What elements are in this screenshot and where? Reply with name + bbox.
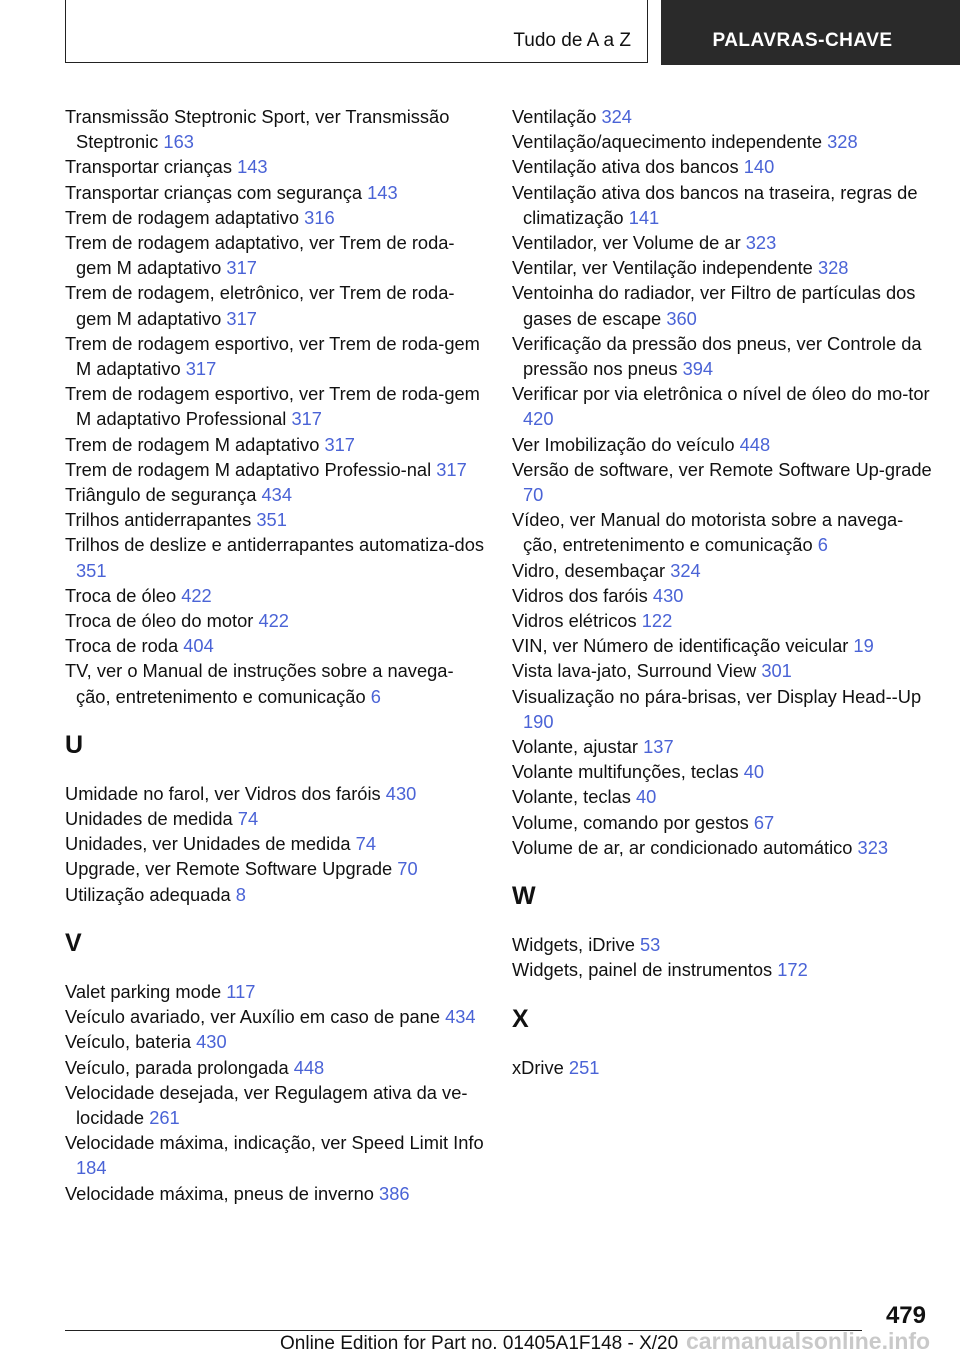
page-reference-link[interactable]: 328 [827, 131, 858, 153]
index-entry [65, 205, 485, 230]
index-entry-term: Vidros dos faróis [512, 584, 648, 606]
index-entry-term: Ventilação [512, 106, 597, 127]
page-reference-link[interactable]: 360 [666, 307, 697, 329]
index-entry-term: Trem de rodagem M adaptativo [65, 433, 320, 455]
page-reference-link[interactable]: 301 [761, 660, 792, 682]
chapter-tab-label: PALAVRAS-CHAVE [712, 30, 893, 51]
index-column-left [65, 104, 485, 1206]
index-entry-term: Trilhos antiderrapantes [65, 509, 252, 531]
index-entry-term: Valet parking mode [65, 980, 222, 1002]
index-entry-term: Ventilação ativa dos bancos [512, 156, 739, 178]
page-number: 479 [885, 1302, 926, 1329]
index-entry [512, 658, 932, 683]
index-entry [512, 957, 932, 982]
index-entry-term: Trilhos de deslize e antiderrapantes automatiza‐dos [65, 534, 485, 556]
index-entry [65, 432, 485, 457]
header-section-box [65, 0, 648, 63]
index-entry [512, 230, 932, 255]
index-entry-term: Widgets, painel de instrumentos [512, 959, 773, 981]
page-reference-link[interactable]: 74 [237, 808, 259, 830]
index-entry-term: Ventilador, ver Volume de ar [512, 232, 741, 254]
page-reference-link[interactable]: 122 [641, 610, 673, 632]
index-entry-term: Transportar crianças com segurança [65, 181, 363, 203]
page-reference-link[interactable]: 420 [523, 408, 554, 430]
page-reference-link[interactable]: 323 [857, 836, 889, 858]
index-entry [512, 507, 932, 557]
page-reference-link[interactable]: 434 [445, 1006, 476, 1028]
index-entry [65, 856, 485, 881]
page-reference-link[interactable]: 430 [385, 782, 417, 804]
index-entry [512, 583, 932, 608]
index-entry-term: Velocidade máxima, indicação, ver Speed Limit Info [65, 1132, 484, 1154]
page-reference-link[interactable]: 351 [256, 509, 287, 531]
index-entry-term: Trem de rodagem M adaptativo Professio‐nal [65, 458, 432, 480]
page-reference-link[interactable]: 430 [196, 1031, 227, 1053]
page-reference-link[interactable]: 143 [237, 156, 268, 178]
page-reference-link[interactable]: 6 [370, 685, 381, 707]
index-entry [65, 154, 485, 179]
index-entry [512, 331, 932, 381]
page-reference-link[interactable]: 448 [739, 433, 771, 455]
index-entry-term: Trem de rodagem adaptativo [65, 206, 300, 228]
index-entry-term: Vidros elétricos [512, 610, 637, 632]
index-entry-term: Upgrade, ver Remote Software Upgrade [65, 858, 393, 880]
index-entry [65, 1130, 485, 1180]
index-entry [512, 280, 932, 330]
index-letter-heading: W [512, 882, 536, 911]
index-letter-heading: X [512, 1004, 529, 1033]
page-reference-link[interactable]: 190 [523, 710, 554, 732]
page-reference-link[interactable]: 317 [226, 257, 257, 279]
index-entry-term: Verificação da pressão dos pneus, ver Controle da pressão nos pneus [512, 332, 922, 380]
index-entry-term: Velocidade desejada, ver Regulagem ativa da ve‐locidade [65, 1081, 468, 1128]
index-entry [65, 1004, 485, 1029]
page-reference-link[interactable]: 53 [640, 934, 661, 956]
index-entry [512, 608, 932, 633]
index-entry [512, 784, 932, 809]
index-entry [65, 457, 485, 482]
page-reference-link[interactable]: 137 [643, 736, 674, 758]
index-entry [65, 979, 485, 1004]
index-entry-term: Trem de rodagem adaptativo, ver Trem de roda‐gem M adaptativo [65, 232, 455, 279]
index-entry-term: Troca de óleo [65, 584, 177, 606]
index-entry [65, 532, 485, 582]
index-letter-heading: U [65, 730, 84, 759]
index-entry-term: Ventilação/aquecimento independente [512, 131, 823, 153]
footer-edition: Online Edition for Part no. 01405A1F148 - X/20 [280, 1333, 679, 1354]
index-entry [65, 381, 485, 431]
index-entry-term: Volante multifunções, teclas [512, 761, 739, 783]
index-entry-term: Triângulo de segurança [65, 484, 257, 506]
index-entry-term: Vídeo, ver Manual do motorista sobre a navega‐ção, entretenimento e comunicação [512, 509, 904, 556]
index-entry [512, 759, 932, 784]
page-reference-link[interactable]: 317 [324, 433, 355, 455]
index-entry-term: Visualização no pára-brisas, ver Display Head‐-Up [512, 685, 922, 707]
index-entry [65, 1055, 485, 1080]
page-reference-link[interactable]: 40 [743, 761, 765, 783]
page-reference-link[interactable]: 386 [379, 1182, 410, 1204]
index-entry-term: Ver Imobilização do veículo [512, 433, 735, 455]
index-entry [512, 104, 932, 129]
index-entry-term: Vidro, desembaçar [512, 559, 666, 581]
index-entry-term: Ventilação ativa dos bancos na traseira, regras de climatização [512, 181, 918, 228]
page-reference-link[interactable]: 67 [753, 811, 775, 833]
index-entry-term: Widgets, iDrive [512, 934, 635, 956]
index-entry-term: Transmissão Steptronic Sport, ver Transmissão Steptronic [65, 106, 450, 153]
index-entry-term: Troca de óleo do motor [65, 610, 254, 632]
page-reference-link[interactable]: 422 [181, 584, 212, 606]
index-entry [512, 633, 932, 658]
index-entry [65, 831, 485, 856]
index-entry-term: Veículo, bateria [65, 1031, 192, 1053]
index-entry-term: Transportar crianças [65, 156, 232, 178]
page-reference-link[interactable]: 448 [293, 1056, 325, 1078]
page-reference-link[interactable]: 117 [226, 980, 256, 1002]
page-reference-link[interactable]: 394 [682, 358, 714, 380]
index-entry-term: Trem de rodagem esportivo, ver Trem de roda‐gem M adaptativo Professional [65, 383, 480, 430]
index-entry [65, 608, 485, 633]
index-entry [512, 129, 932, 154]
index-entry [65, 781, 485, 806]
index-entry-term: Ventilar, ver Ventilação independente [512, 257, 813, 279]
page-reference-link[interactable]: 141 [628, 206, 660, 228]
index-entry-term: Veículo avariado, ver Auxílio em caso de pane [65, 1006, 440, 1028]
index-entry-term: Trem de rodagem, eletrônico, ver Trem de roda‐gem M adaptativo [65, 282, 455, 329]
page-reference-link[interactable]: 74 [355, 833, 377, 855]
page-reference-link[interactable]: 19 [853, 635, 874, 657]
index-entry [65, 882, 485, 907]
index-entry-term: Vista lava-jato, Surround View [512, 660, 757, 682]
index-entry-term: Volante, teclas [512, 786, 631, 808]
page-reference-link[interactable]: 6 [817, 534, 828, 556]
index-entry [65, 280, 485, 330]
index-entry [65, 482, 485, 507]
page-reference-link[interactable]: 261 [149, 1106, 180, 1128]
page-reference-link[interactable]: 140 [743, 156, 775, 178]
page-reference-link[interactable]: 422 [258, 610, 289, 632]
index-entry [512, 835, 932, 860]
index-entry-term: Volume, comando por gestos [512, 811, 749, 833]
index-entry [65, 104, 485, 154]
index-entry-term: Unidades, ver Unidades de medida [65, 833, 351, 855]
index-entry-term: VIN, ver Número de identificação veicular [512, 635, 849, 657]
index-entry-term: Velocidade máxima, pneus de inverno [65, 1182, 374, 1204]
index-entry-term: Troca de roda [65, 635, 179, 657]
page-reference-link[interactable]: 251 [568, 1056, 600, 1078]
index-entry [65, 806, 485, 831]
index-entry [65, 658, 485, 708]
page-reference-link[interactable]: 316 [304, 206, 335, 228]
page-reference-link[interactable]: 70 [397, 858, 418, 880]
page-reference-link[interactable]: 163 [163, 131, 194, 153]
index-entry-term: Verificar por via eletrônica o nível de óleo do mo‐tor [512, 383, 930, 405]
index-entry-term: Unidades de medida [65, 808, 233, 830]
page-reference-link[interactable]: 317 [436, 458, 467, 480]
index-entry [512, 810, 932, 835]
index-entry-term: Utilização adequada [65, 883, 231, 905]
page-reference-link[interactable]: 324 [601, 106, 632, 127]
index-entry [65, 230, 485, 280]
index-entry [512, 255, 932, 280]
index-entry-term: Versão de software, ver Remote Software Up‐grade [512, 458, 932, 480]
page-reference-link[interactable]: 40 [636, 786, 657, 808]
index-entry [65, 1181, 485, 1206]
index-entry [65, 1029, 485, 1054]
page-reference-link[interactable]: 328 [817, 257, 849, 279]
page-reference-link[interactable]: 434 [261, 484, 293, 506]
watermark: carmanualsonline.info [686, 1328, 931, 1354]
index-entry [65, 507, 485, 532]
index-entry [512, 684, 932, 734]
index-entry [512, 734, 932, 759]
index-entry [512, 381, 932, 431]
page-reference-link[interactable]: 172 [777, 959, 808, 981]
page-reference-link[interactable]: 351 [76, 559, 107, 581]
index-entry-term: Volante, ajustar [512, 736, 639, 758]
index-column-right [512, 104, 932, 1080]
page-reference-link[interactable]: 70 [523, 484, 544, 506]
index-entry [512, 1055, 932, 1080]
index-entry [512, 180, 932, 230]
index-entry [512, 932, 932, 957]
index-entry [65, 331, 485, 381]
section-title: Tudo de A a Z [513, 30, 631, 51]
index-letter-heading: V [65, 928, 82, 957]
index-entry-term: Umidade no farol, ver Vidros dos faróis [65, 782, 381, 804]
index-entry [512, 558, 932, 583]
index-entry-term: TV, ver o Manual de instruções sobre a navega‐ção, entretenimento e comunicação [65, 660, 454, 707]
page-reference-link[interactable]: 317 [185, 358, 217, 380]
index-entry [65, 1080, 485, 1130]
page-reference-link[interactable]: 184 [76, 1157, 107, 1179]
page-reference-link[interactable]: 323 [745, 232, 777, 254]
chapter-tab[interactable] [661, 0, 960, 65]
page-reference-link[interactable]: 324 [670, 559, 701, 581]
index-entry [65, 633, 485, 658]
index-entry-term: xDrive [512, 1056, 564, 1078]
index-entry-term: Trem de rodagem esportivo, ver Trem de roda‐gem M adaptativo [65, 332, 480, 380]
index-entry-term: Ventoinha do radiador, ver Filtro de partículas dos gases de escape [512, 282, 916, 329]
page-reference-link[interactable]: 8 [235, 883, 246, 905]
index-entry [512, 457, 932, 507]
page-reference-link[interactable]: 317 [291, 408, 322, 430]
index-entry-term: Volume de ar, ar condicionado automático [512, 836, 853, 858]
page-reference-link[interactable]: 430 [652, 584, 684, 606]
index-entry [512, 154, 932, 179]
page-reference-link[interactable]: 404 [183, 635, 214, 657]
index-entry [65, 583, 485, 608]
index-entry-term: Veículo, parada prolongada [65, 1056, 289, 1078]
index-entry [65, 180, 485, 205]
page-reference-link[interactable]: 317 [226, 307, 257, 329]
index-entry [512, 432, 932, 457]
page-reference-link[interactable]: 143 [367, 181, 398, 203]
